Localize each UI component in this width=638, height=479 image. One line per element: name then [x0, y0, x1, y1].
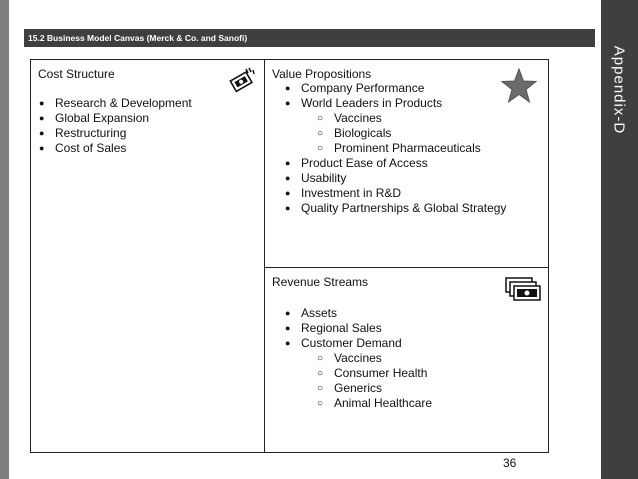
sub-list-item: ○ Vaccines — [317, 111, 506, 126]
sub-list-item: ○ Consumer Health — [317, 366, 432, 381]
list-item — [285, 336, 432, 411]
list-item — [285, 96, 506, 156]
list-item-label: World Leaders in Products — [301, 96, 443, 110]
sub-list-item: ○ Vaccines — [317, 351, 432, 366]
list-item: ● Global Expansion — [39, 111, 192, 126]
list-item: ● Usability — [285, 171, 506, 186]
list-item-label: Customer Demand — [301, 336, 402, 350]
list-item: ● Restructuring — [39, 126, 192, 141]
list-item: ● Assets — [285, 306, 432, 321]
sub-list-item: ○ Generics — [317, 381, 432, 396]
list-item: ● Product Ease of Access — [285, 156, 506, 171]
list-item: ● Company Performance — [285, 81, 506, 96]
list-item: ● Quality Partnerships & Global Strategy — [285, 201, 506, 216]
cost-structure-list — [39, 96, 192, 156]
sub-list-item: ○ Animal Healthcare — [317, 396, 432, 411]
list-item: ● Cost of Sales — [39, 141, 192, 156]
customer-demand-sublist — [301, 351, 432, 411]
value-propositions-panel — [264, 59, 549, 269]
slide-title: 15.2 Business Model Canvas (Merck & Co. and Sanofi) — [28, 33, 248, 43]
products-sublist — [301, 111, 506, 156]
list-item: ● Regional Sales — [285, 321, 432, 336]
cash-stack-icon — [505, 277, 541, 301]
revenue-streams-list — [285, 306, 432, 411]
cost-structure-title: Cost Structure — [38, 67, 115, 81]
appendix-label: Appendix-D — [610, 45, 628, 135]
value-propositions-list — [285, 81, 506, 216]
list-item: ● Investment in R&D — [285, 186, 506, 201]
revenue-streams-title: Revenue Streams — [272, 275, 369, 289]
sub-list-item: ○ Prominent Pharmaceuticals — [317, 141, 506, 156]
list-item: ● Research & Development — [39, 96, 192, 111]
appendix-side-tab — [601, 0, 638, 479]
left-accent-strip — [0, 0, 9, 479]
sub-list-item: ○ Biologicals — [317, 126, 506, 141]
money-price-tag-icon — [227, 65, 259, 97]
header-bar — [24, 29, 595, 47]
value-propositions-title: Value Propositions — [272, 67, 372, 81]
cost-structure-panel — [30, 59, 266, 453]
page-number: 36 — [503, 456, 517, 470]
revenue-streams-panel — [264, 267, 549, 453]
